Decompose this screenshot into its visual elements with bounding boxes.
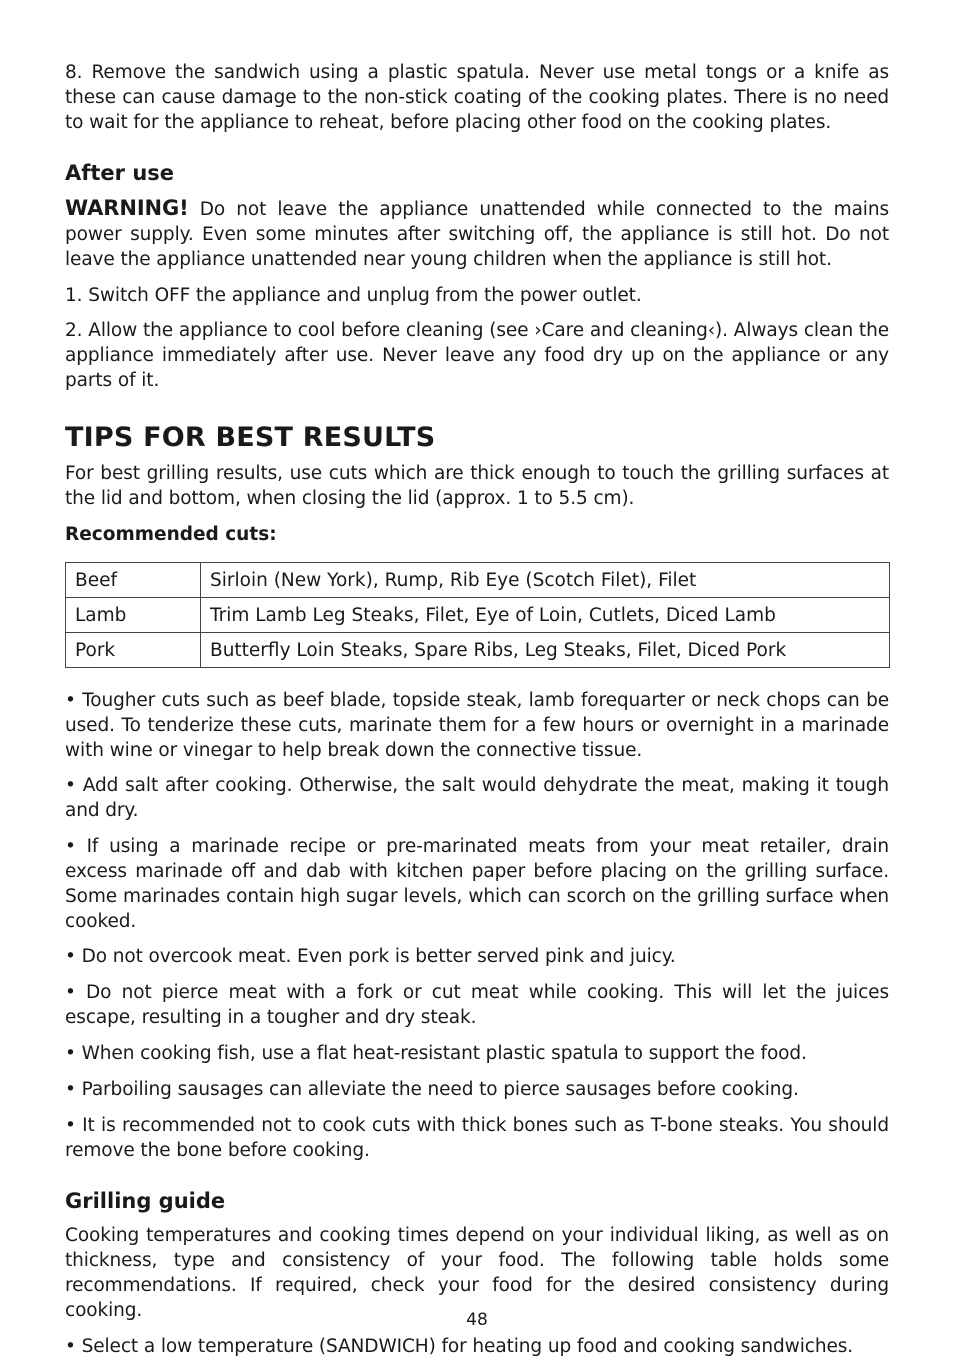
table-row bbox=[66, 563, 890, 598]
after-use-heading: After use bbox=[65, 161, 175, 185]
table-row bbox=[66, 633, 890, 668]
tip-bullet: • Do not pierce meat with a fork or cut meat while cooking. This will let the juices escape, resulting in a tougher and dry steak. bbox=[65, 982, 889, 1028]
tips-heading: TIPS FOR BEST RESULTS bbox=[65, 422, 436, 453]
page-number: 48 bbox=[466, 1310, 488, 1330]
after-use-step-2: 2. Allow the appliance to cool before cleaning (see ›Care and cleaning‹). Always clean the appliance immediately after use. Never leave any food dry up on the appliance or any parts of it. bbox=[65, 320, 889, 391]
grilling-guide-heading: Grilling guide bbox=[65, 1189, 226, 1213]
cuts-cell: Trim Lamb Leg Steaks, Filet, Eye of Loin, Cutlets, Diced Lamb bbox=[201, 598, 890, 633]
tip-bullet: • Do not overcook meat. Even pork is better served pink and juicy. bbox=[65, 946, 676, 967]
warning-text: Do not leave the appliance unattended while connected to the mains power supply. Even some minutes after switching off, the appliance is still hot. Do not leave the appliance unattended near young children when the appliance is still hot. bbox=[65, 199, 890, 270]
grilling-intro: Cooking temperatures and cooking times depend on your individual liking, as well as on thickness, type and consistency of your food. The following table holds some recommendations. If required, check your food for the desired consistency during cooking. bbox=[65, 1225, 889, 1321]
cuts-cell: Butterfly Loin Steaks, Spare Ribs, Leg Steaks, Filet, Diced Pork bbox=[201, 633, 890, 668]
meat-cell: Beef bbox=[66, 563, 201, 598]
tip-bullet: • Tougher cuts such as beef blade, topside steak, lamb forequarter or neck chops can be used. To tenderize these cuts, marinate them for a few hours or overnight in a marinade with wine or vinegar to help break down the connective tissue. bbox=[65, 690, 889, 761]
tip-bullet: • Parboiling sausages can alleviate the need to pierce sausages before cooking. bbox=[65, 1079, 799, 1100]
grilling-bullet: • Select a low temperature (SANDWICH) for heating up food and cooking sandwiches. bbox=[65, 1336, 854, 1357]
recommended-cuts-heading: Recommended cuts: bbox=[65, 524, 277, 545]
meat-cell: Lamb bbox=[66, 598, 201, 633]
tip-bullet: • Add salt after cooking. Otherwise, the salt would dehydrate the meat, making it tough and dry. bbox=[65, 775, 889, 821]
step-8: 8. Remove the sandwich using a plastic spatula. Never use metal tongs or a knife as these can cause damage to the non-stick coating of the cooking plates. There is no need to wait for the appliance to reheat, before placing other food on the cooking plates. bbox=[65, 62, 889, 133]
tip-bullet: • It is recommended not to cook cuts with thick bones such as T-bone steaks. You should remove the bone before cooking. bbox=[65, 1115, 889, 1161]
tip-bullet: • If using a marinade recipe or pre-marinated meats from your meat retailer, drain excess marinade off and dab with kitchen paper before placing on the grilling surface. Some marinades contain high sugar levels, which can scorch on the grilling surface when cooked. bbox=[65, 836, 889, 932]
cuts-cell: Sirloin (New York), Rump, Rib Eye (Scotch Filet), Filet bbox=[201, 563, 890, 598]
warning-paragraph bbox=[65, 196, 889, 272]
tips-intro: For best grilling results, use cuts which are thick enough to touch the grilling surfaces at the lid and bottom, when closing the lid (approx. 1 to 5.5 cm). bbox=[65, 463, 889, 509]
meat-cell: Pork bbox=[66, 633, 201, 668]
tip-bullet: • When cooking fish, use a flat heat-resistant plastic spatula to support the food. bbox=[65, 1043, 807, 1064]
table-row bbox=[66, 598, 890, 633]
page-content bbox=[65, 60, 889, 1359]
recommended-cuts-table bbox=[65, 562, 890, 668]
warning-label: WARNING! bbox=[65, 196, 189, 220]
after-use-step-1: 1. Switch OFF the appliance and unplug from the power outlet. bbox=[65, 285, 642, 306]
